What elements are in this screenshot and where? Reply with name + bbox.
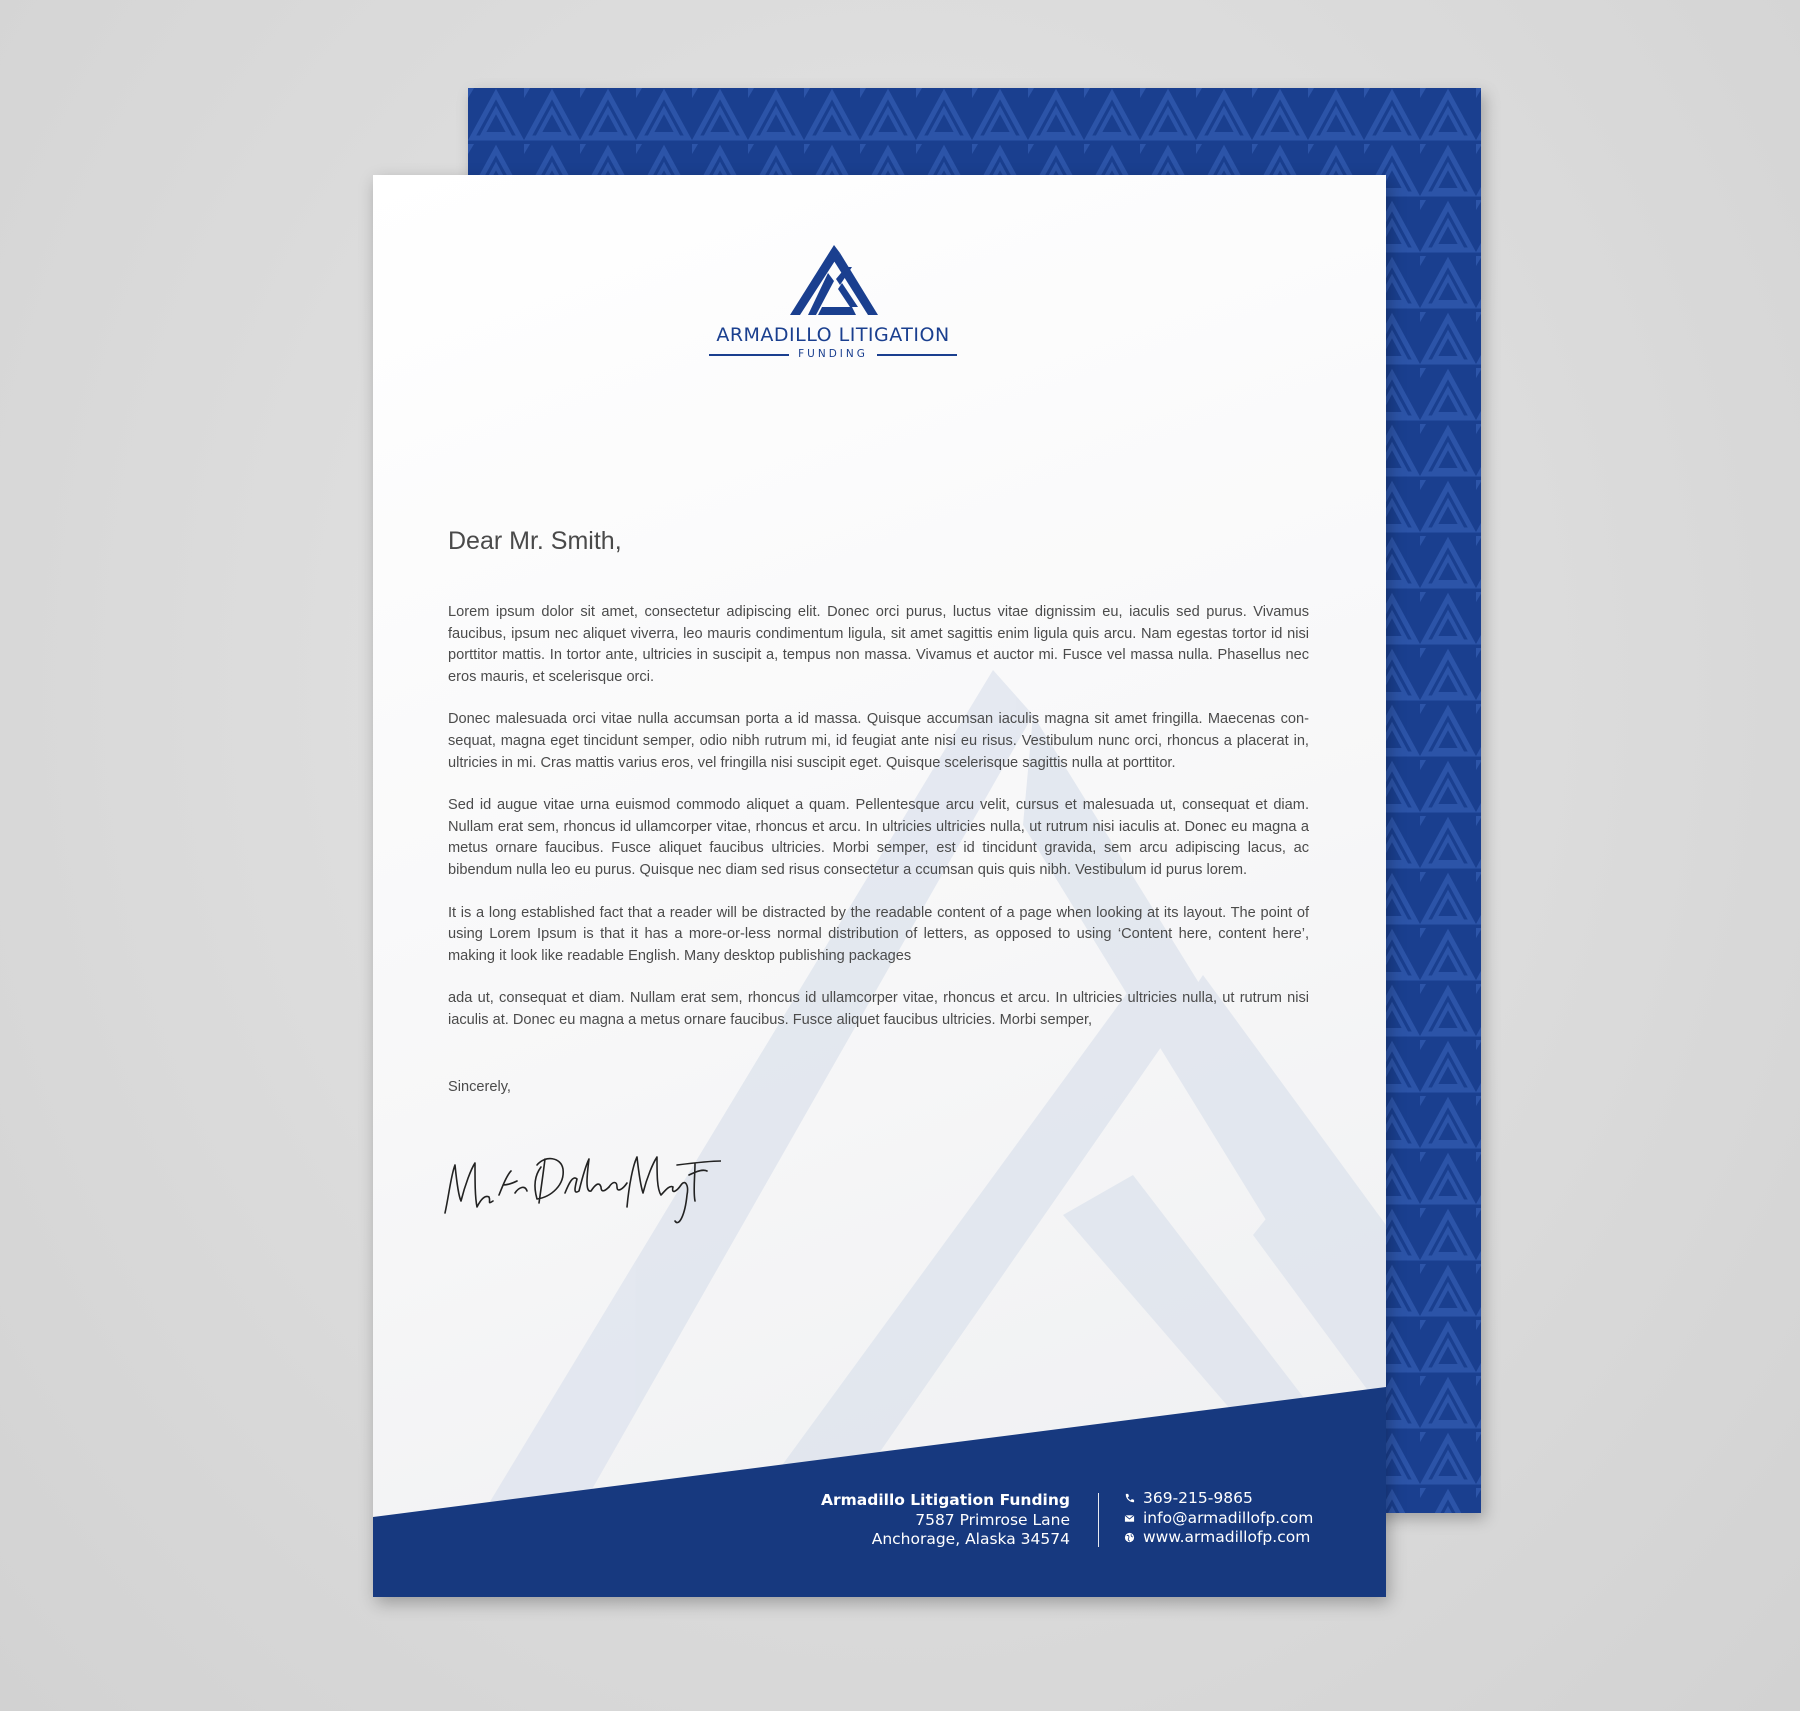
footer-company-name: Armadillo Litigation Funding <box>820 1491 1070 1509</box>
letter-paragraph: Sed id augue vitae urna euismod commodo aliquet a quam. Pellentesque arcu velit, cursus et malesuada ut, consequat et diam. Nullam erat sem, rhoncus id ullamcorper vitae, rhoncus et arcu. In ultricies ultricies nulla, ut rutrum nisi iaculis at. Donec eu magna a metus ornare faucibus. Fusce aliquet faucibus ultricies. Morbi semper, est id tincidunt gravida, sem arcu adipiscing lacus, ac bibendum nulla leo eu purus. Quisque nec diam sed risus consectetur a ccumsan quis quis nibh. Vestibulum id purus lorem. <box>448 797 1309 878</box>
logo-wordmark: ARMADILLO LITIGATION <box>716 324 950 346</box>
letter-paragraph: It is a long established fact that a reader will be distracted by the readable content of a page when looking at its layout. The point of using Lorem Ipsum is that it has a more-or-less normal distribution of letters, as opposed to using ‘Content here, content here’, making it look like readable English. Many desktop publishing packages <box>448 904 1309 964</box>
footer-company-address <box>821 1491 1070 1550</box>
letter-body <box>448 602 1309 1053</box>
letter-paragraph: Lorem ipsum dolor sit amet, consectetur adipiscing elit. Donec orci purus, luctus vitae dignissim eu, iaculis sed purus. Vivamus faucibus, ipsum nec aliquet viverra, leo mauris condimentum ligula, sit amet sagittis enim ligula quis arcu. Nam egestas tortor id nisi porttitor mattis. In tortor ante, ultricies in suscipit a, tempus non massa. Vivamus et auctor mi. Fusce vel massa nulla. Phasellus nec eros mauris, et scelerisque orci. <box>448 604 1309 685</box>
logo-subtitle: FUNDING <box>798 348 868 360</box>
logo-rule-right <box>877 354 957 356</box>
contact-email[interactable]: info@armadillofp.com <box>1143 1508 1314 1527</box>
letter-paragraph: Donec malesuada orci vitae nulla accumsan porta a id massa. Quisque accumsan iaculis magna sit amet fringilla. Maecenas con-sequat, magna eget tincidunt semper, odio nibh rutrum mi, id feugiat ante nisi eu risus. Vestibulum nunc orci, rhoncus a placerat in, ultricies in mi. Cras mattis varius eros, vel fringilla nisi suscipit eget. Quisque scelerisque sagittis nulla at porttitor. <box>448 711 1309 771</box>
contact-phone-row <box>1124 1489 1313 1509</box>
phone-icon <box>1124 1493 1135 1504</box>
footer-address-line1: 7587 Primrose Lane <box>915 1510 1070 1529</box>
footer-contact-info <box>1124 1489 1313 1548</box>
handwritten-signature <box>441 1135 721 1235</box>
letter-greeting: Dear Mr. Smith, <box>448 527 622 555</box>
letter-paragraph: ada ut, consequat et diam. Nullam erat sem, rhoncus id ullamcorper vitae, rhoncus et arcu. In ultricies ultricies nulla, ut rutrum nisi iaculis at. Donec eu magna a metus ornare faucibus. Fusce aliquet faucibus ultricies. Morbi semper, <box>448 990 1309 1028</box>
contact-website-row <box>1124 1528 1313 1548</box>
envelope-icon <box>1124 1513 1135 1524</box>
contact-website[interactable]: www.armadillofp.com <box>1143 1528 1311 1546</box>
contact-email-row <box>1124 1509 1313 1529</box>
footer-address-line2: Anchorage, Alaska 34574 <box>871 1530 1070 1548</box>
letter-closing: Sincerely, <box>448 1079 511 1095</box>
logo-subtitle-row <box>703 348 963 362</box>
triangle-monogram-icon <box>786 245 882 321</box>
company-logo <box>703 245 963 365</box>
globe-icon <box>1124 1532 1135 1543</box>
letterhead-front-sheet <box>373 175 1386 1597</box>
footer-divider <box>1098 1493 1099 1547</box>
contact-phone: 369-215-9865 <box>1143 1489 1253 1507</box>
